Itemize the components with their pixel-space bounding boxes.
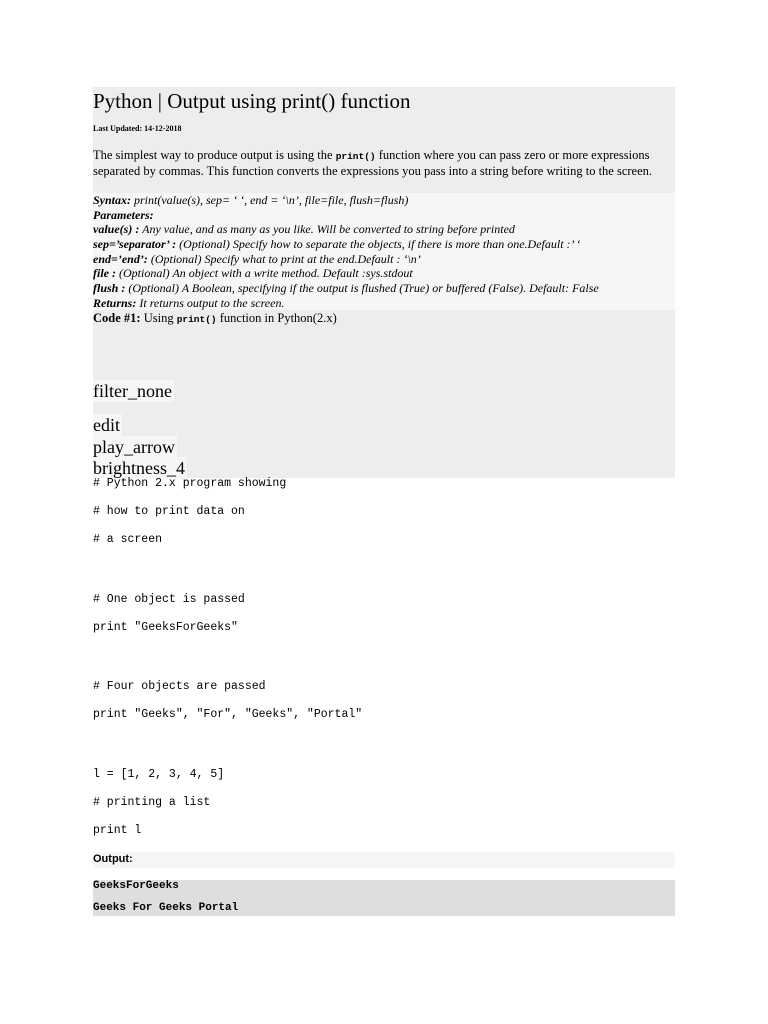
param-name: file : [93, 266, 116, 280]
returns-label: Returns: [93, 296, 137, 310]
edit-icon[interactable]: edit [93, 415, 120, 435]
code-heading-text: Using [140, 311, 177, 325]
param-desc: (Optional) An object with a write method. Default :sys.stdout [116, 266, 413, 280]
output-line: GeeksForGeeks [93, 880, 179, 892]
intro-inline-code: print() [335, 151, 376, 162]
param-flush [93, 281, 599, 296]
code-heading-text-end: function in Python(2.x) [216, 311, 337, 325]
syntax-text: print(value(s), sep= ‘ ‘, end = ‘\n’, file=file, flush=flush) [131, 193, 409, 207]
last-updated: Last Updated: 14-12-2018 [93, 124, 182, 133]
output-line: Geeks For Geeks Portal [93, 902, 239, 914]
param-desc: (Optional) Specify how to separate the objects, if there is more than one.Default :’ ‘ [176, 237, 581, 251]
code-line: print l [93, 824, 142, 837]
output-label-bar [93, 852, 675, 868]
play-arrow-icon[interactable]: play_arrow [93, 437, 175, 457]
intro-paragraph [93, 148, 663, 179]
intro-text-start: The simplest way to produce output is using the [93, 148, 336, 162]
returns-line [93, 296, 284, 311]
syntax-line [93, 193, 408, 208]
param-end [93, 252, 421, 267]
code-line: # printing a list [93, 796, 211, 809]
param-name: end=’end’: [93, 252, 148, 266]
param-name: value(s) : [93, 222, 140, 236]
code-line: # how to print data on [93, 505, 245, 518]
code-heading-inline-code: print() [176, 314, 217, 325]
code-line: print "Geeks", "For", "Geeks", "Portal" [93, 708, 363, 721]
brightness-icon[interactable]: brightness_4 [93, 458, 185, 478]
code-line: # Python 2.x program showing [93, 477, 287, 490]
filter-none-icon[interactable]: filter_none [93, 381, 172, 401]
code-line: l = [1, 2, 3, 4, 5] [93, 768, 225, 781]
param-sep [93, 237, 580, 252]
param-value [93, 222, 515, 237]
code-heading-label: Code #1: [93, 311, 141, 325]
param-file [93, 266, 413, 281]
intro-text-end: function where you can pass zero or more expressions separated by commas. This function converts the expressions you pass into a string before writing to the screen. [93, 148, 653, 178]
code-example-section [93, 310, 675, 478]
code-line: print "GeeksForGeeks" [93, 621, 238, 634]
param-desc: (Optional) A Boolean, specifying if the output is flushed (True) or buffered (False). Default: False [125, 281, 599, 295]
parameters-heading [93, 208, 154, 223]
code-example-heading [93, 311, 337, 327]
page-title: Python | Output using print() function [93, 89, 411, 113]
code-line: # a screen [93, 533, 163, 546]
returns-text: It returns output to the screen. [136, 296, 285, 310]
param-name: flush : [93, 281, 126, 295]
syntax-label: Syntax: [93, 193, 132, 207]
code-line: # Four objects are passed [93, 680, 266, 693]
code-line: # One object is passed [93, 593, 245, 606]
param-desc: Any value, and as many as you like. Will be converted to string before printed [139, 222, 515, 236]
param-desc: (Optional) Specify what to print at the end.Default : ‘\n’ [147, 252, 421, 266]
parameters-label: Parameters: [93, 208, 154, 222]
output-label: Output: [93, 853, 133, 865]
param-name: sep=’separator’ : [93, 237, 177, 251]
